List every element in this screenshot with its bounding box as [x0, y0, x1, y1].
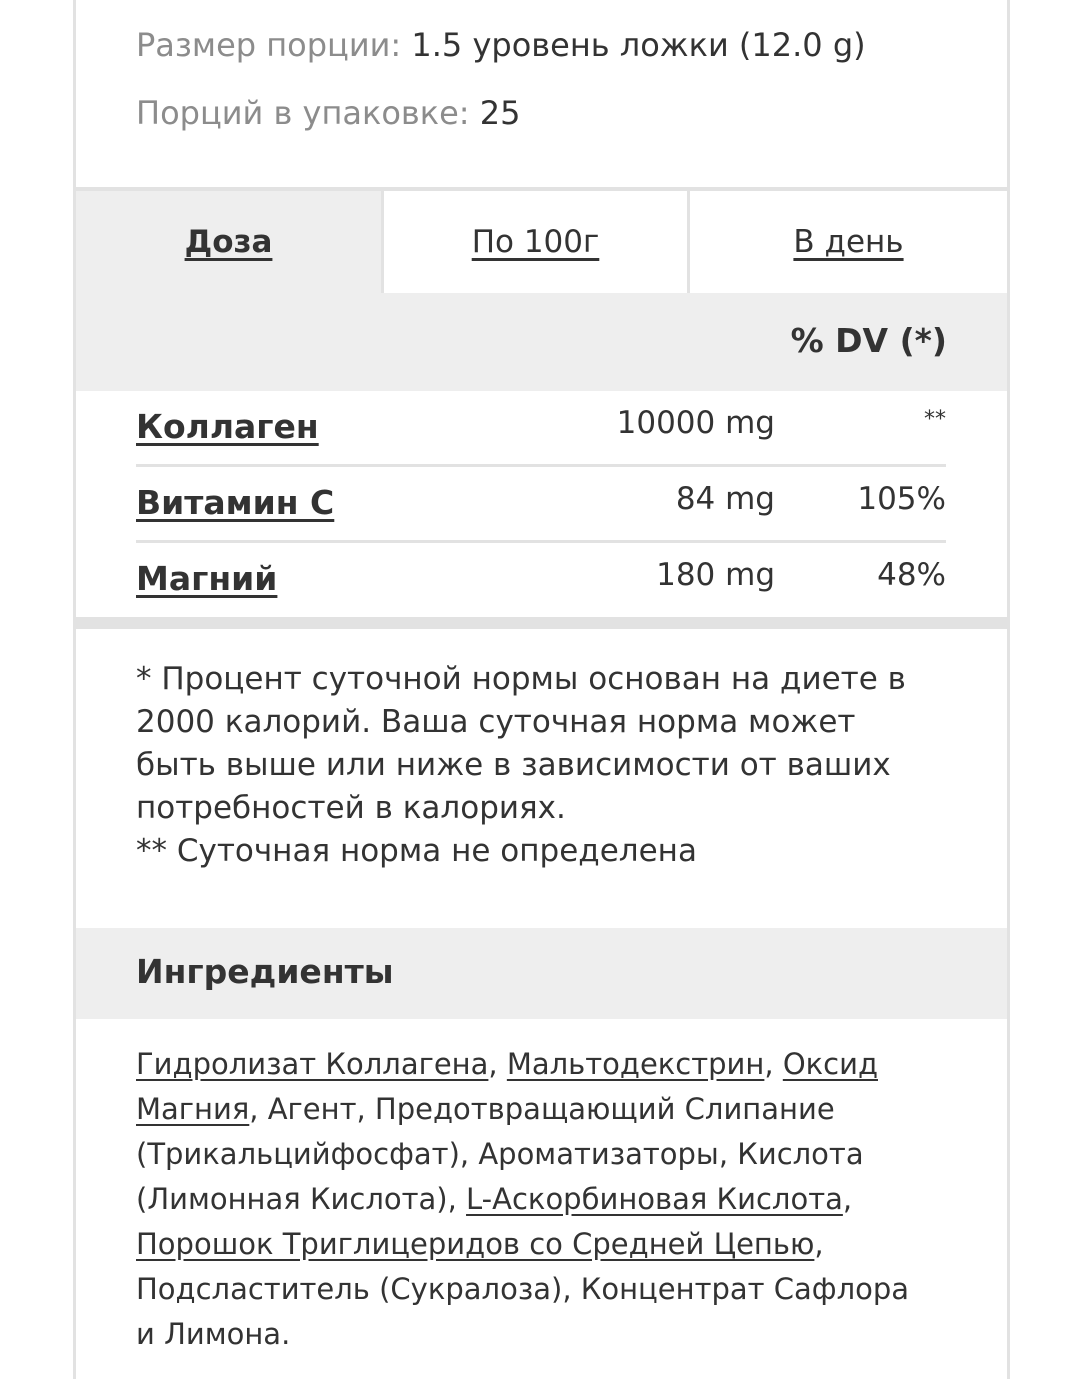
row-divider [136, 464, 946, 467]
ingredient-text: , Агент, Предотвращающий Слипание (Трикальцийфосфат), Ароматизаторы, Кислота (Лимонная Кислота), [136, 1092, 864, 1216]
nutrient-row-vitamin-c [136, 481, 946, 557]
ingredient-link[interactable]: Оксид Магния [136, 1047, 878, 1126]
nutrient-amount: 10000 mg [616, 405, 775, 441]
footnote-dv-undefined: ** Суточная норма не определена [136, 833, 697, 869]
ingredients-title: Ингредиенты [136, 952, 394, 991]
nutrient-dv: ** [924, 407, 946, 432]
ingredient-text: , Подсластитель (Сукралоза), Концентрат Сафлора и Лимона. [136, 1227, 910, 1351]
dv-header: % DV (*) [790, 321, 947, 360]
nutrition-panel [73, 0, 1010, 1379]
nutrient-name-link[interactable]: Коллаген [136, 407, 319, 446]
ingredient-link[interactable]: Мальтодекстрин [506, 1047, 765, 1081]
ingredient-text: , [842, 1182, 853, 1216]
ingredients-header [76, 928, 1007, 1019]
table-bottom-divider [76, 617, 1007, 629]
ingredient-text: , [764, 1047, 783, 1081]
servings-count-value: 25 [479, 94, 521, 132]
row-divider [136, 540, 946, 543]
serving-size-value: 1.5 уровень ложки (12.0 g) [411, 26, 866, 64]
dv-footnote [136, 658, 936, 873]
ingredient-link[interactable]: L-Аскорбиновая Кислота [466, 1182, 843, 1216]
nutrient-name-link[interactable]: Витамин С [136, 483, 335, 522]
nutrient-dv: 48% [877, 557, 946, 593]
serving-size [136, 25, 866, 65]
nutrient-name-link[interactable]: Магний [136, 559, 278, 598]
servings-count-label: Порций в упаковке: [136, 94, 470, 132]
servings-per-container [136, 93, 520, 133]
nutrient-dv: 105% [857, 481, 946, 517]
tab-per-100g[interactable]: По 100г [381, 191, 687, 293]
nutrient-row-collagen [136, 405, 946, 481]
ingredient-link[interactable]: Порошок Триглицеридов со Средней Цепью [136, 1227, 815, 1261]
tab-bar [76, 191, 1007, 293]
tab-per-day[interactable]: В день [687, 191, 1007, 293]
ingredient-link[interactable]: Гидролизат Коллагена [136, 1047, 489, 1081]
ingredient-text: , [488, 1047, 507, 1081]
serving-size-label: Размер порции: [136, 26, 402, 64]
nutrient-amount: 84 mg [675, 481, 775, 517]
ingredients-list [136, 1042, 936, 1357]
dv-header-row [76, 293, 1007, 391]
footnote-dv-basis: * Процент суточной нормы основан на диете в 2000 калорий. Ваша суточная норма может быть выше или ниже в зависимости от ваших потребностей в калориях. [136, 661, 906, 826]
tab-dose[interactable]: Доза [76, 191, 381, 293]
nutrient-amount: 180 mg [656, 557, 775, 593]
